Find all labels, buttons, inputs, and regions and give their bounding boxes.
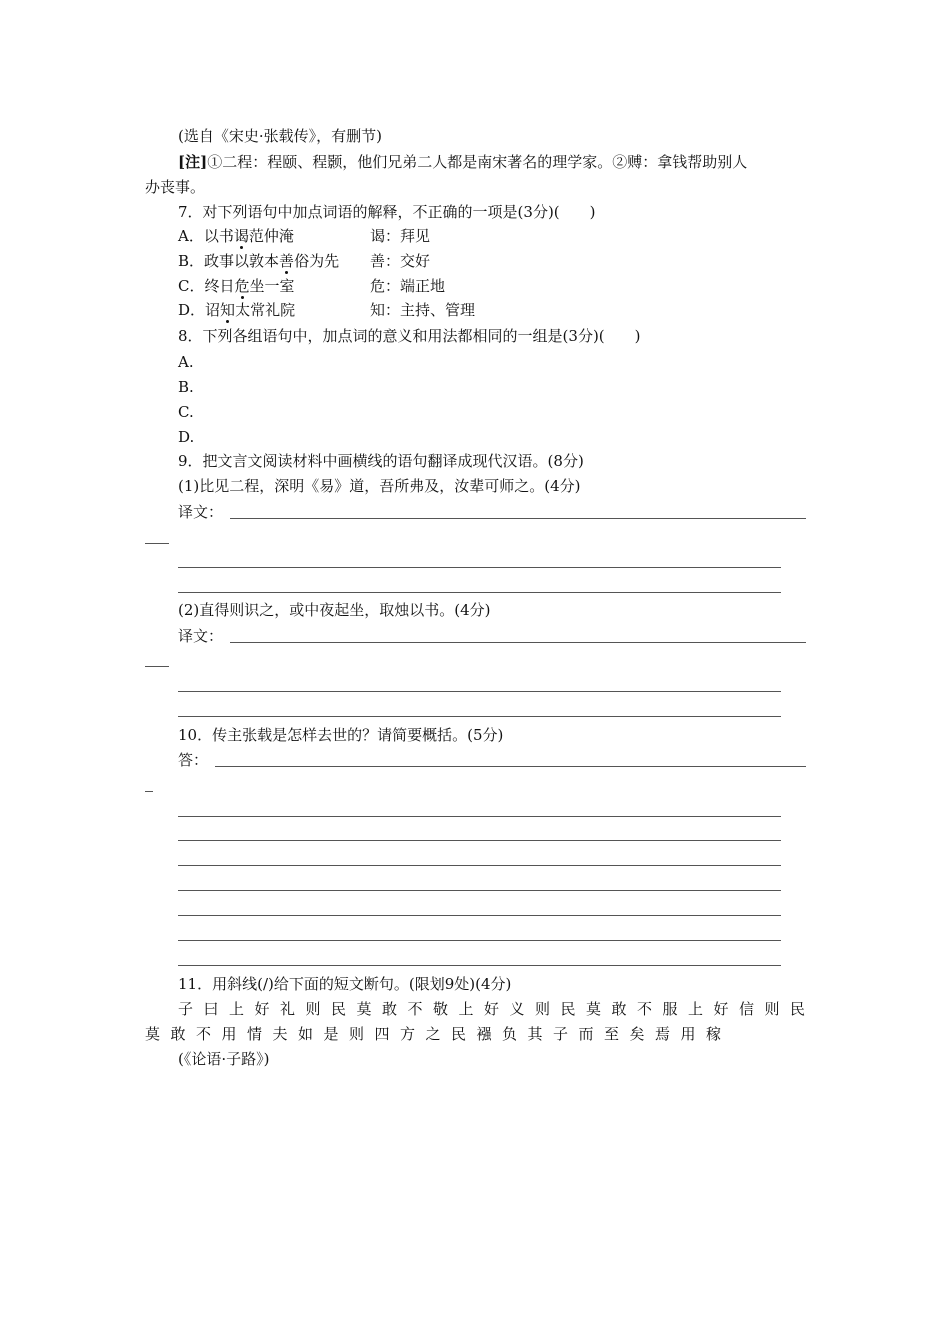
q7-gloss-a: 谒：拜见	[370, 227, 431, 245]
dotted-word: 危	[234, 277, 250, 295]
q9-sub2: (2)直得则识之，或中夜起坐，取烛以书。(4分)	[178, 601, 491, 619]
q7-gloss-c: 危：端正地	[370, 277, 446, 295]
answer-line[interactable]	[178, 840, 781, 841]
note-line1: ①二程：程颐、程颢，他们兄弟二人都是南宋著名的理学家。②赙：拿钱帮助别人	[207, 153, 748, 171]
dotted-word: 善	[279, 252, 295, 270]
answer-line[interactable]	[178, 816, 781, 817]
answer-line[interactable]	[178, 691, 781, 692]
answer-line[interactable]	[145, 543, 169, 544]
answer-line[interactable]	[178, 716, 781, 717]
answer-line[interactable]	[178, 965, 781, 966]
q8-option-a: A.	[178, 353, 194, 371]
q11-stem: 11．用斜线(/)给下面的短文断句。(限划9处)(4分)	[178, 975, 512, 993]
dotted-word: 谒	[233, 227, 249, 245]
q8-option-b: B.	[178, 378, 194, 396]
q11-text-line2: 莫敢不用情夫如是则四方之民襁负其子而至矣焉用稼	[145, 1025, 732, 1043]
q7-gloss-d: 知：主持、管理	[370, 301, 476, 319]
answer-line[interactable]	[230, 518, 806, 519]
answer-line[interactable]	[178, 940, 781, 941]
answer-line[interactable]	[230, 642, 806, 643]
q7-gloss-b: 善：交好	[370, 252, 431, 270]
q9-sub1: (1)比见二程，深明《易》道，吾所弗及，汝辈可师之。(4分)	[178, 477, 581, 495]
annotation-note	[178, 152, 747, 172]
dotted-word: 知	[220, 301, 236, 319]
answer-line[interactable]	[178, 567, 781, 568]
q10-stem: 10．传主张载是怎样去世的？请简要概括。(5分)	[178, 726, 504, 744]
answer-line[interactable]	[178, 592, 781, 593]
q7-option-d: D．诏知太常礼院 知：主持、管理	[178, 301, 476, 319]
q8-stem: 8．下列各组语句中，加点词的意义和用法都相同的一组是(3分)( )	[178, 327, 641, 345]
q9-stem: 9．把文言文阅读材料中画横线的语句翻译成现代汉语。(8分)	[178, 452, 584, 470]
q7-option-a: A．以书谒范仲淹 谒：拜见	[178, 227, 431, 245]
answer-line[interactable]	[145, 791, 153, 792]
q7-stem: 7．对下列语句中加点词语的解释，不正确的一项是(3分)( )	[178, 203, 596, 221]
q8-option-c: C.	[178, 403, 194, 421]
q7-option-b: B．政事以敦本善俗为先 善：交好	[178, 252, 431, 270]
q9-answer-label-1: 译文：	[178, 503, 224, 521]
answer-line[interactable]	[178, 865, 781, 866]
answer-line[interactable]	[215, 766, 806, 767]
q10-answer-label: 答：	[178, 751, 209, 769]
note-tag: [注]	[178, 153, 208, 171]
answer-line[interactable]	[145, 666, 169, 667]
answer-line[interactable]	[178, 915, 781, 916]
q8-option-d: D.	[178, 428, 195, 446]
q11-source: (《论语·子路》)	[178, 1050, 270, 1068]
q7-option-c: C．终日危坐一室 危：端正地	[178, 277, 446, 295]
q9-answer-label-2: 译文：	[178, 627, 224, 645]
note-line2: 办丧事。	[145, 178, 206, 196]
answer-line[interactable]	[178, 890, 781, 891]
passage-source: (选自《宋史·张载传》，有删节)	[178, 127, 382, 145]
q11-text-line1: 子曰上好礼则民莫敢不敬上好义则民莫敢不服上好信则民	[178, 1000, 816, 1018]
